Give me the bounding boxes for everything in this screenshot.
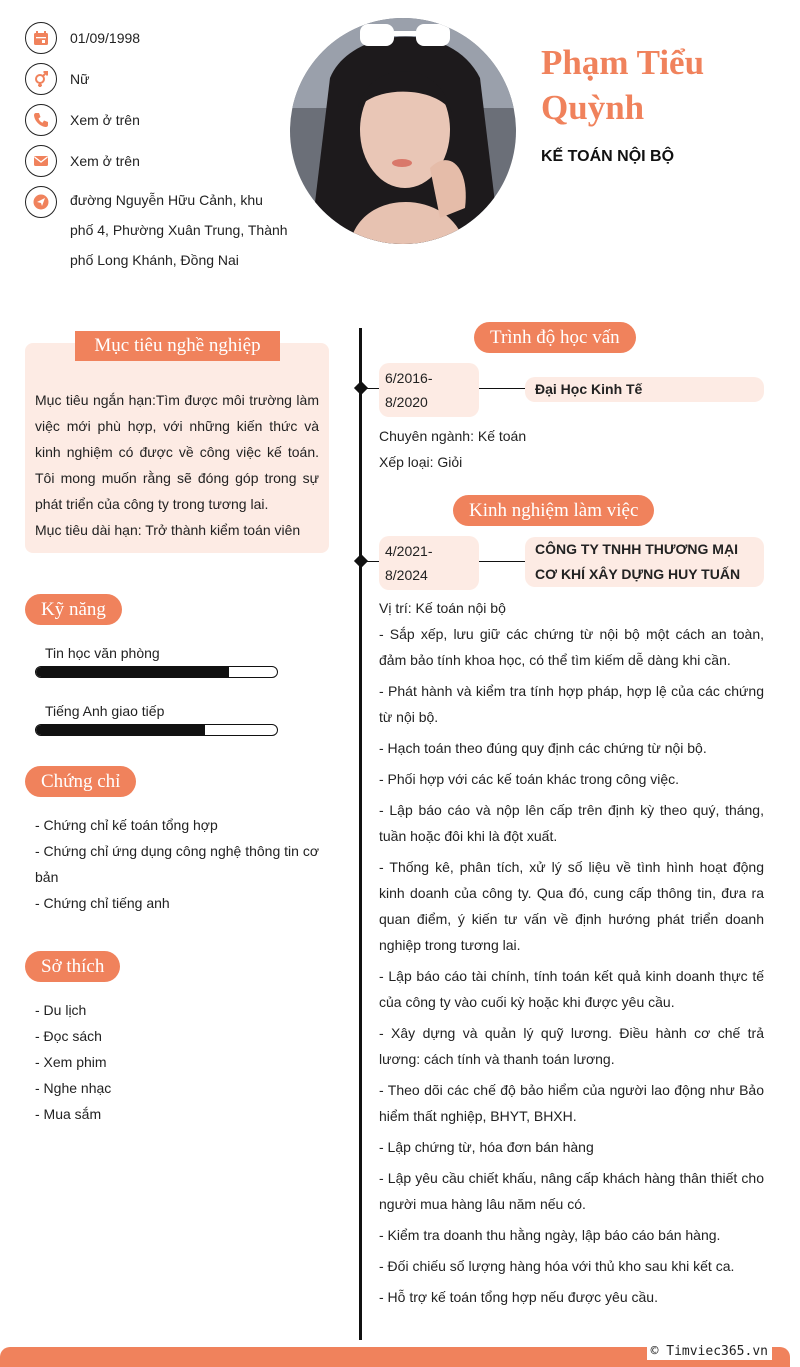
timeline-connector [479,561,525,562]
education-heading: Trình độ học vấn [474,322,636,353]
duty-item: - Đối chiếu số lượng hàng hóa với thủ kho sau khi kết ca. [379,1258,735,1274]
education-grade: Xếp loại: Giỏi [379,454,463,470]
skill-bar-fill [36,667,229,677]
skill-label: Tiếng Anh giao tiếp [45,703,165,719]
education-date [379,363,479,417]
contact-gender [25,63,295,95]
contact-email [25,145,295,177]
copyright-text: © Timviec365.vn [647,1344,772,1360]
address-text [70,185,288,275]
experience-duties [379,595,764,1315]
list-item: - Xem phim [35,1054,107,1070]
email-text: Xem ở trên [70,153,140,169]
skill-label: Tin học văn phòng [45,645,160,661]
education-major: Chuyên ngành: Kế toán [379,428,527,444]
address-line: phố Long Khánh, Đồng Nai [70,252,239,268]
duty-item: - Lập yêu cầu chiết khấu, nâng cấp khách hàng thân thiết cho người mua hàng lâu năm nếu có. [379,1170,764,1212]
gender-icon [25,63,57,95]
phone-text: Xem ở trên [70,112,140,128]
candidate-name [541,40,781,130]
duty-item: - Theo dõi các chế độ bảo hiểm của người lao động như Bảo hiểm thất nghiệp, BHYT, BHXH. [379,1082,764,1124]
contact-address [25,186,295,275]
skill-bar [35,666,278,678]
date-line: 8/2024 [385,567,428,583]
email-icon [25,145,57,177]
contact-info [25,22,295,284]
duty-item: - Lập báo cáo và nộp lên cấp trên định kỳ theo quý, tháng, tuần hoặc đôi khi là đột xuất. [379,802,764,844]
skill-bar [35,724,278,736]
name-line: Phạm Tiểu [541,43,705,82]
duty-item: - Phát hành và kiểm tra tính hợp pháp, hợp lệ của các chứng từ nội bộ. [379,683,764,725]
address-line: phố 4, Phường Xuân Trung, Thành [70,222,288,238]
experience-company: CÔNG TY TNHH THƯƠNG MẠI CƠ KHÍ XÂY DỰNG HUY TUẤN [525,537,764,587]
list-item: - Chứng chỉ kế toán tổng hợp [35,817,218,833]
job-title: KẾ TOÁN NỘI BỘ [541,148,675,165]
hobbies-heading: Sở thích [25,951,120,982]
timeline-connector [362,388,379,389]
duty-item: - Kiểm tra doanh thu hằng ngày, lập báo cáo bán hàng. [379,1227,721,1243]
skill-bar-fill [36,725,205,735]
contact-phone [25,104,295,136]
duty-item: - Lập báo cáo tài chính, tính toán kết quả kinh doanh thực tế của công ty vào cuối kỳ hoặc khi được yêu cầu. [379,968,764,1010]
education-details [379,423,764,475]
avatar [290,18,516,244]
list-item: - Đọc sách [35,1028,102,1044]
duty-item: - Phối hợp với các kế toán khác trong công việc. [379,771,680,787]
hobbies-list [35,997,325,1127]
objective-short-term: Mục tiêu ngắn hạn:Tìm được môi trường làm việc mới phù hợp, với những kiến thức và kinh nghiệm có được về công việc kế toán. Tôi mong muốn rằng sẽ đóng góp trong sự phát triển của công ty trong tương lai. [35,392,319,512]
gender-text: Nữ [70,71,90,87]
duty-item: - Hỗ trợ kế toán tổng hợp nếu được yêu cầu. [379,1289,658,1305]
name-line: Quỳnh [541,88,645,127]
duty-item: - Hạch toán theo đúng quy định các chứng từ nội bộ. [379,740,707,756]
list-item: - Chứng chỉ ứng dụng công nghệ thông tin cơ bản [35,843,319,885]
certificates-heading: Chứng chỉ [25,766,136,797]
address-line: đường Nguyễn Hữu Cảnh, khu [70,192,263,208]
objective-long-term: Mục tiêu dài hạn: Trở thành kiểm toán viên [35,522,301,538]
duty-item: - Thống kê, phân tích, xử lý số liệu về tình hình hoạt động kinh doanh của công ty. Qua đó, cung cấp thông tin, đưa ra quan điểm, ý kiến tư vấn về định hướng phát triển doanh nghiệp trong tương lai. [379,859,764,953]
duty-item: - Sắp xếp, lưu giữ các chứng từ nội bộ một cách an toàn, đảm bảo tính khoa học, có thể tìm kiếm dễ dàng khi cần. [379,626,764,668]
contact-birthday [25,22,295,54]
calendar-icon [25,22,57,54]
experience-heading: Kinh nghiệm làm việc [453,495,654,526]
list-item: - Mua sắm [35,1106,102,1122]
location-icon [25,186,57,218]
list-item: - Du lịch [35,1002,87,1018]
birthday-text: 01/09/1998 [70,30,141,46]
list-item: - Nghe nhạc [35,1080,112,1096]
date-line: 4/2021- [385,543,433,559]
list-item: - Chứng chỉ tiếng anh [35,895,170,911]
timeline-line [359,328,362,1340]
skills-heading: Kỹ năng [25,594,122,625]
experience-position: Vị trí: Kế toán nội bộ [379,600,506,616]
education-school: Đại Học Kinh Tế [525,377,764,402]
phone-icon [25,104,57,136]
date-line: 6/2016- [385,370,433,386]
experience-date [379,536,479,590]
duty-item: - Xây dựng và quản lý quỹ lương. Điều hành cơ chế trả lương: cách tính và thanh toán lương. [379,1025,764,1067]
date-line: 8/2020 [385,394,428,410]
objective-text [35,387,319,543]
objective-heading: Mục tiêu nghề nghiệp [75,331,280,361]
timeline-connector [362,561,379,562]
duty-item: - Lập chứng từ, hóa đơn bán hàng [379,1139,594,1155]
timeline-connector [479,388,525,389]
certificates-list [35,812,325,916]
